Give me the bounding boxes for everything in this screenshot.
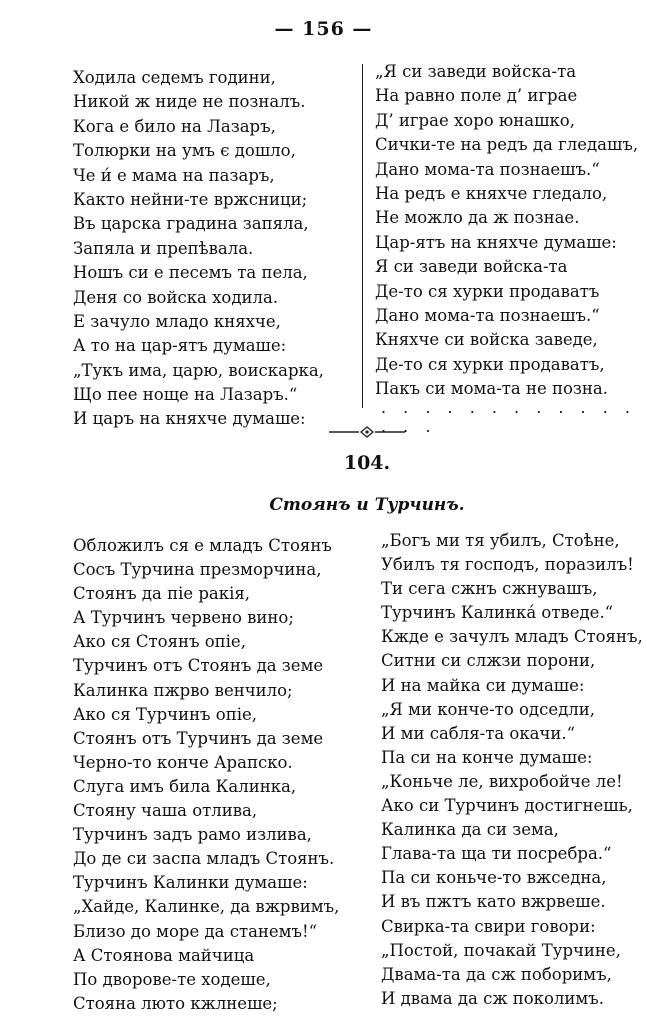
verse-line: Калинка да си зема,: [381, 820, 559, 840]
verse-line: Ти сега сжнъ сжнувашъ,: [381, 579, 598, 599]
verse-line: Кжде е зачулъ младъ Стоянъ,: [381, 627, 643, 647]
verse-line: Глава-та ща ти посребра.“: [381, 844, 612, 864]
verse-line: Ако ся Стоянъ опіе,: [73, 632, 246, 652]
song-number: 104.: [343, 452, 391, 474]
verse-line: Я си заведи войска-та: [375, 257, 568, 277]
column-divider: [362, 64, 363, 408]
verse-line: Ходила седемъ години,: [73, 68, 276, 87]
verse-line: „Хайде, Калинке, да вжрвимъ,: [73, 897, 340, 917]
verse-line: Дано мома-та познаешъ.“: [375, 305, 600, 325]
verse-line: „Постой, почакай Турчине,: [381, 940, 621, 960]
verse-line: Де-то ся хурки продаватъ,: [375, 354, 605, 374]
verse-line: До де си заспа младъ Стоянъ.: [73, 849, 335, 869]
verse-line: Е зачуло младо княхче,: [73, 311, 281, 331]
verse-line: Стоянъ отъ Турчинъ да земе: [73, 728, 324, 748]
top-left-verse-column: [73, 66, 324, 432]
verse-line: Сички-те на редъ да гледашъ,: [375, 135, 639, 155]
verse-line: Княхче си войска заведе,: [375, 330, 598, 350]
verse-line: „Тукъ има, царю, воискарка,: [73, 360, 324, 380]
verse-line: И царъ на княхче думаше:: [73, 409, 306, 429]
verse-line: И ми сабля-та окачи.“: [381, 723, 576, 743]
verse-line: На редъ е княхче гледало,: [375, 183, 608, 203]
verse-line: Д’ играе хоро юнашко,: [375, 110, 575, 130]
verse-line: А Турчинъ червено вино;: [73, 608, 294, 628]
verse-line: „Коньче ле, вихробойче ле!: [381, 771, 623, 791]
bottom-right-verse-column: [381, 529, 643, 1011]
verse-line: Дано мома-та познаешъ.“: [375, 159, 600, 179]
verse-line: Стояну чаша отлива,: [73, 801, 258, 821]
ellipsis-dots: . . . . . . . . . . . . . . .: [381, 398, 636, 436]
verse-line: Че и́ е мама на пазаръ,: [73, 165, 275, 185]
song-title: Стоянъ и Турчинъ.: [269, 495, 465, 515]
verse-line: Пакъ си мома-та не позна.: [375, 379, 609, 399]
verse-line: Свирка-та свири говори:: [381, 916, 596, 936]
verse-line: Турчинъ Калинки думаше:: [73, 873, 308, 893]
verse-line: И въ пжтъ като вжрвеше.: [381, 892, 606, 912]
verse-line: Не можло да ж познае.: [375, 208, 580, 228]
verse-line: А Стоянова майчица: [73, 945, 255, 965]
verse-line: Убилъ тя господъ, поразилъ!: [381, 555, 634, 575]
verse-line: Турчинъ Калинка́ отведе.“: [381, 603, 614, 623]
verse-line: Турчинъ отъ Стоянъ да земе: [73, 656, 324, 676]
verse-line: Слуга имъ била Калинка,: [73, 776, 297, 796]
verse-line: Де-то ся хурки продаватъ: [375, 281, 600, 301]
verse-line: Ако си Турчинъ достигнешь,: [381, 796, 633, 816]
verse-line: Никой ж ниде не позналъ.: [73, 92, 306, 112]
bottom-left-verse-column: [73, 534, 339, 1016]
verse-line: Стоянъ да піе ракія,: [73, 584, 251, 604]
verse-line: Ако ся Турчинъ опіе,: [73, 704, 258, 724]
verse-line: „Богъ ми тя убилъ, Стоѣне,: [381, 531, 620, 550]
verse-line: Калинка пжрво венчило;: [73, 680, 293, 700]
verse-line: Деня со войска ходила.: [73, 287, 279, 307]
verse-line: На равно поле д’ играе: [375, 86, 578, 106]
verse-line: И на майка си думаше:: [381, 675, 585, 695]
verse-line: Запяла и препѣвала.: [73, 238, 254, 258]
verse-line: Турчинъ задъ рамо излива,: [73, 825, 312, 845]
verse-line: „Я си заведи войска-та: [375, 62, 577, 81]
verse-line: Обложилъ ся е младъ Стоянъ: [73, 536, 332, 555]
verse-line: Ношъ си е песемъ та пела,: [73, 263, 308, 283]
page-number: — 156 —: [274, 18, 373, 40]
verse-line: Па си на конче думаше:: [381, 747, 593, 767]
verse-line: „Я ми конче-то одседли,: [381, 699, 595, 719]
verse-line: Цар-ятъ на княхче думаше:: [375, 232, 617, 252]
verse-line: Ситни си слжзи порони,: [381, 651, 596, 671]
verse-line: А то на цар-ятъ думаше:: [73, 336, 287, 356]
verse-line: Па си коньче-то вжседна,: [381, 868, 607, 888]
verse-line: Както нейни-те вржсници;: [73, 189, 308, 209]
verse-line: Що пее ноще на Лазаръ.“: [73, 385, 298, 405]
verse-line: Въ царска градина запяла,: [73, 214, 309, 234]
section-ornament-icon: [327, 424, 407, 440]
verse-line: Близо до море да станемъ!“: [73, 921, 318, 941]
verse-line: Толюрки на умъ є дошло,: [73, 141, 296, 161]
verse-line: Сосъ Турчина презморчина,: [73, 560, 322, 580]
verse-line: И двама да сж поколимъ.: [381, 988, 604, 1008]
top-right-verse-column: [375, 60, 638, 401]
verse-line: По дворове-те ходеше,: [73, 969, 271, 989]
verse-line: Стояна люто кжлнеше;: [73, 993, 278, 1013]
verse-line: Двама-та да сж поборимъ,: [381, 964, 612, 984]
verse-line: Черно-то конче Арапско.: [73, 752, 293, 772]
verse-line: Кога е било на Лазаръ,: [73, 116, 276, 136]
